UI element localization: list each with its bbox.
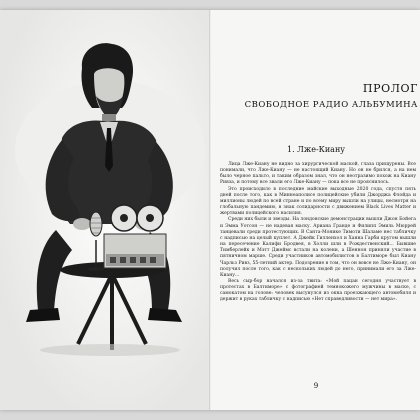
chapter-subtitle: СВОБОДНОЕ РАДИО АЛЬБУМИНА — [244, 100, 418, 110]
paragraph: Лица Лже-Киану не видно за хирургической маской, глаза прищурены. Все понимали, что Лже-Киану — не настоящий Киану. Но он не брился, а на нем было черное пальто, и таким образом знал, что он неотразимо похож на Киану Ривза, и потому все звали его Лже-Киану — пока все не прояснилось. — [220, 162, 416, 186]
chapter-title: ПРОЛОГ — [362, 82, 418, 95]
man-with-tape-recorder-illustration — [0, 10, 210, 410]
paragraph: Среди них были и звезды. На лондонские демонстрации вышли Джон Бойега и Эмма Уотсон — не надевая маску. Ариана Гранде и Филипп Эмиль Мюррей танцевали среди протестующих. В Санта-Монике Тимоти Шаламе нес табличку с надписью на целый куплет. А Джейк Гилленхол и Ханна Гарби кругом вышли на пересечение Калифи Бродвея, в Холли шли в Рождественский... Бывшие Тимберлейк и Мэтт Джеймс встали на колени, а Шеннон приняли участие в пятничном марше. Среди участников автомобилистов в Балтиморе был Киану Чарльз Ривз, 55-летний актер. Подозрение в том, что он вовсе не Лже-Киану, он получил после того, как с нескольких людей до него, принимали его за Лже-Киану... — [220, 217, 416, 278]
book-gutter — [209, 10, 211, 410]
paragraph: Это происходило в последние майские выходные 2020 года, спустя пять дней после того, как в Миннеаполисе полицейские убили Джорджа Флойда и миллионы людей по всей стране и по всему миру вышли на улицы, несмотря на глобальную пандемию, в знак солидарности с движением Black Lives Matter и жертвами полицейского насилия. — [220, 186, 416, 217]
section-heading: 1. Лже-Киану — [287, 145, 345, 154]
text-page — [212, 10, 420, 410]
book-spread — [0, 10, 420, 410]
body-text — [220, 162, 416, 304]
paragraph: Весь сыр-бор начался из-за твита: «Мой пацан сегодня участвует в протестах в Балтиморе» с фотографией темнокожего мужчины в маске, с самокатом на голове: человек высунулся из окна проезжающего автомобиля и держит в руках табличку с надписью «Нет справедливости — нет мира». — [220, 278, 416, 303]
page-number: 9 — [313, 382, 319, 390]
illustration-page — [0, 10, 210, 410]
